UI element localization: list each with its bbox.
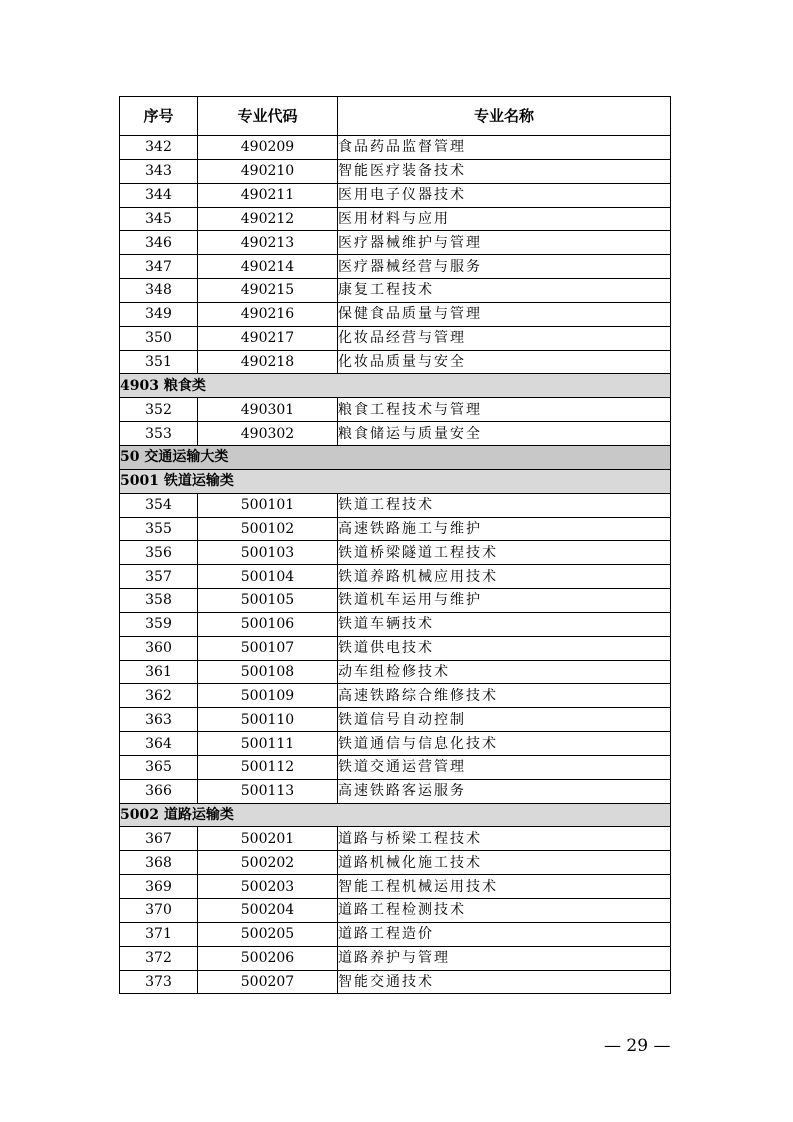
serial-number-cell: 361: [120, 660, 198, 684]
major-code-cell: 500111: [198, 732, 338, 756]
major-code-cell: 500109: [198, 684, 338, 708]
serial-number-cell: 345: [120, 207, 198, 231]
table-row: [120, 279, 671, 303]
major-code-cell: 500207: [198, 970, 338, 994]
major-code-cell: 500103: [198, 541, 338, 565]
major-name-cell: 道路机械化施工技术: [338, 851, 671, 875]
major-category-title: 50 交通运输大类: [120, 445, 671, 469]
major-name-cell: 高速铁路施工与维护: [338, 517, 671, 541]
table-row: [120, 922, 671, 946]
major-code-cell: 500202: [198, 851, 338, 875]
table-row: [120, 136, 671, 160]
serial-number-cell: 353: [120, 422, 198, 446]
major-name-cell: 智能医疗装备技术: [338, 159, 671, 183]
major-name-cell: 动车组检修技术: [338, 660, 671, 684]
major-name-cell: 粮食工程技术与管理: [338, 398, 671, 422]
table-row: [120, 899, 671, 923]
serial-number-cell: 363: [120, 708, 198, 732]
serial-number-cell: 357: [120, 565, 198, 589]
serial-number-cell: 349: [120, 302, 198, 326]
serial-number-cell: 362: [120, 684, 198, 708]
major-name-cell: 医用材料与应用: [338, 207, 671, 231]
serial-number-cell: 354: [120, 493, 198, 517]
category-row: [120, 374, 671, 398]
serial-number-cell: 352: [120, 398, 198, 422]
major-code-cell: 490301: [198, 398, 338, 422]
serial-number-cell: 371: [120, 922, 198, 946]
major-code-cell: 500204: [198, 899, 338, 923]
major-category-row: [120, 445, 671, 469]
major-code-cell: 490302: [198, 422, 338, 446]
table-row: [120, 612, 671, 636]
major-code-cell: 500105: [198, 589, 338, 613]
major-name-cell: 铁道信号自动控制: [338, 708, 671, 732]
major-code-cell: 500106: [198, 612, 338, 636]
table-row: [120, 565, 671, 589]
table-row: [120, 970, 671, 994]
major-name-cell: 智能工程机械运用技术: [338, 875, 671, 899]
major-code-cell: 490209: [198, 136, 338, 160]
major-catalog-table: [119, 96, 671, 994]
table-row: [120, 207, 671, 231]
major-code-cell: 500113: [198, 779, 338, 803]
table-row: [120, 350, 671, 374]
serial-number-cell: 342: [120, 136, 198, 160]
serial-number-cell: 360: [120, 636, 198, 660]
major-code-cell: 500101: [198, 493, 338, 517]
major-name-cell: 铁道养路机械应用技术: [338, 565, 671, 589]
table-row: [120, 708, 671, 732]
header-major-name: 专业名称: [338, 97, 671, 136]
table-row: [120, 231, 671, 255]
serial-number-cell: 358: [120, 589, 198, 613]
table-row: [120, 541, 671, 565]
major-name-cell: 道路工程造价: [338, 922, 671, 946]
serial-number-cell: 368: [120, 851, 198, 875]
major-code-cell: 500110: [198, 708, 338, 732]
table-row: [120, 875, 671, 899]
major-code-cell: 500205: [198, 922, 338, 946]
serial-number-cell: 369: [120, 875, 198, 899]
major-code-cell: 500201: [198, 827, 338, 851]
table-row: [120, 946, 671, 970]
major-name-cell: 粮食储运与质量安全: [338, 422, 671, 446]
major-code-cell: 500203: [198, 875, 338, 899]
serial-number-cell: 348: [120, 279, 198, 303]
major-code-cell: 490217: [198, 326, 338, 350]
major-name-cell: 铁道交通运营管理: [338, 755, 671, 779]
table-row: [120, 517, 671, 541]
table-body: [120, 136, 671, 994]
serial-number-cell: 364: [120, 732, 198, 756]
serial-number-cell: 356: [120, 541, 198, 565]
serial-number-cell: 373: [120, 970, 198, 994]
major-code-cell: 490216: [198, 302, 338, 326]
major-name-cell: 道路工程检测技术: [338, 899, 671, 923]
table-row: [120, 636, 671, 660]
serial-number-cell: 347: [120, 255, 198, 279]
table-row: [120, 326, 671, 350]
category-row: [120, 469, 671, 493]
serial-number-cell: 372: [120, 946, 198, 970]
category-row: [120, 803, 671, 827]
major-name-cell: 化妆品质量与安全: [338, 350, 671, 374]
major-code-cell: 500206: [198, 946, 338, 970]
serial-number-cell: 367: [120, 827, 198, 851]
major-name-cell: 铁道机车运用与维护: [338, 589, 671, 613]
major-code-cell: 490210: [198, 159, 338, 183]
table-row: [120, 851, 671, 875]
serial-number-cell: 346: [120, 231, 198, 255]
table-row: [120, 493, 671, 517]
serial-number-cell: 351: [120, 350, 198, 374]
major-code-cell: 490212: [198, 207, 338, 231]
major-code-cell: 500108: [198, 660, 338, 684]
major-name-cell: 康复工程技术: [338, 279, 671, 303]
table-row: [120, 159, 671, 183]
table-row: [120, 398, 671, 422]
serial-number-cell: 359: [120, 612, 198, 636]
table-row: [120, 684, 671, 708]
major-code-cell: 500107: [198, 636, 338, 660]
serial-number-cell: 366: [120, 779, 198, 803]
major-name-cell: 铁道供电技术: [338, 636, 671, 660]
header-serial-number: 序号: [120, 97, 198, 136]
major-name-cell: 高速铁路客运服务: [338, 779, 671, 803]
serial-number-cell: 365: [120, 755, 198, 779]
table-header-row: [120, 97, 671, 136]
major-name-cell: 医疗器械维护与管理: [338, 231, 671, 255]
category-title: 4903 粮食类: [120, 374, 671, 398]
major-code-cell: 490211: [198, 183, 338, 207]
major-code-cell: 490213: [198, 231, 338, 255]
table-row: [120, 779, 671, 803]
major-name-cell: 高速铁路综合维修技术: [338, 684, 671, 708]
major-name-cell: 医用电子仪器技术: [338, 183, 671, 207]
major-name-cell: 道路养护与管理: [338, 946, 671, 970]
serial-number-cell: 355: [120, 517, 198, 541]
major-code-cell: 490214: [198, 255, 338, 279]
major-name-cell: 铁道工程技术: [338, 493, 671, 517]
category-title: 5002 道路运输类: [120, 803, 671, 827]
major-name-cell: 智能交通技术: [338, 970, 671, 994]
major-name-cell: 化妆品经营与管理: [338, 326, 671, 350]
table-row: [120, 755, 671, 779]
serial-number-cell: 343: [120, 159, 198, 183]
major-code-cell: 500102: [198, 517, 338, 541]
table-row: [120, 302, 671, 326]
table-row: [120, 589, 671, 613]
serial-number-cell: 350: [120, 326, 198, 350]
major-name-cell: 道路与桥梁工程技术: [338, 827, 671, 851]
major-name-cell: 铁道桥梁隧道工程技术: [338, 541, 671, 565]
table-row: [120, 183, 671, 207]
table-row: [120, 660, 671, 684]
major-code-cell: 500104: [198, 565, 338, 589]
serial-number-cell: 344: [120, 183, 198, 207]
serial-number-cell: 370: [120, 899, 198, 923]
major-name-cell: 保健食品质量与管理: [338, 302, 671, 326]
major-code-cell: 500112: [198, 755, 338, 779]
major-name-cell: 铁道通信与信息化技术: [338, 732, 671, 756]
major-code-cell: 490218: [198, 350, 338, 374]
major-name-cell: 医疗器械经营与服务: [338, 255, 671, 279]
major-name-cell: 铁道车辆技术: [338, 612, 671, 636]
table-row: [120, 827, 671, 851]
major-name-cell: 食品药品监督管理: [338, 136, 671, 160]
table-row: [120, 422, 671, 446]
page-number: — 29 —: [604, 1036, 671, 1056]
major-code-cell: 490215: [198, 279, 338, 303]
category-title: 5001 铁道运输类: [120, 469, 671, 493]
table-row: [120, 732, 671, 756]
header-major-code: 专业代码: [198, 97, 338, 136]
table-row: [120, 255, 671, 279]
